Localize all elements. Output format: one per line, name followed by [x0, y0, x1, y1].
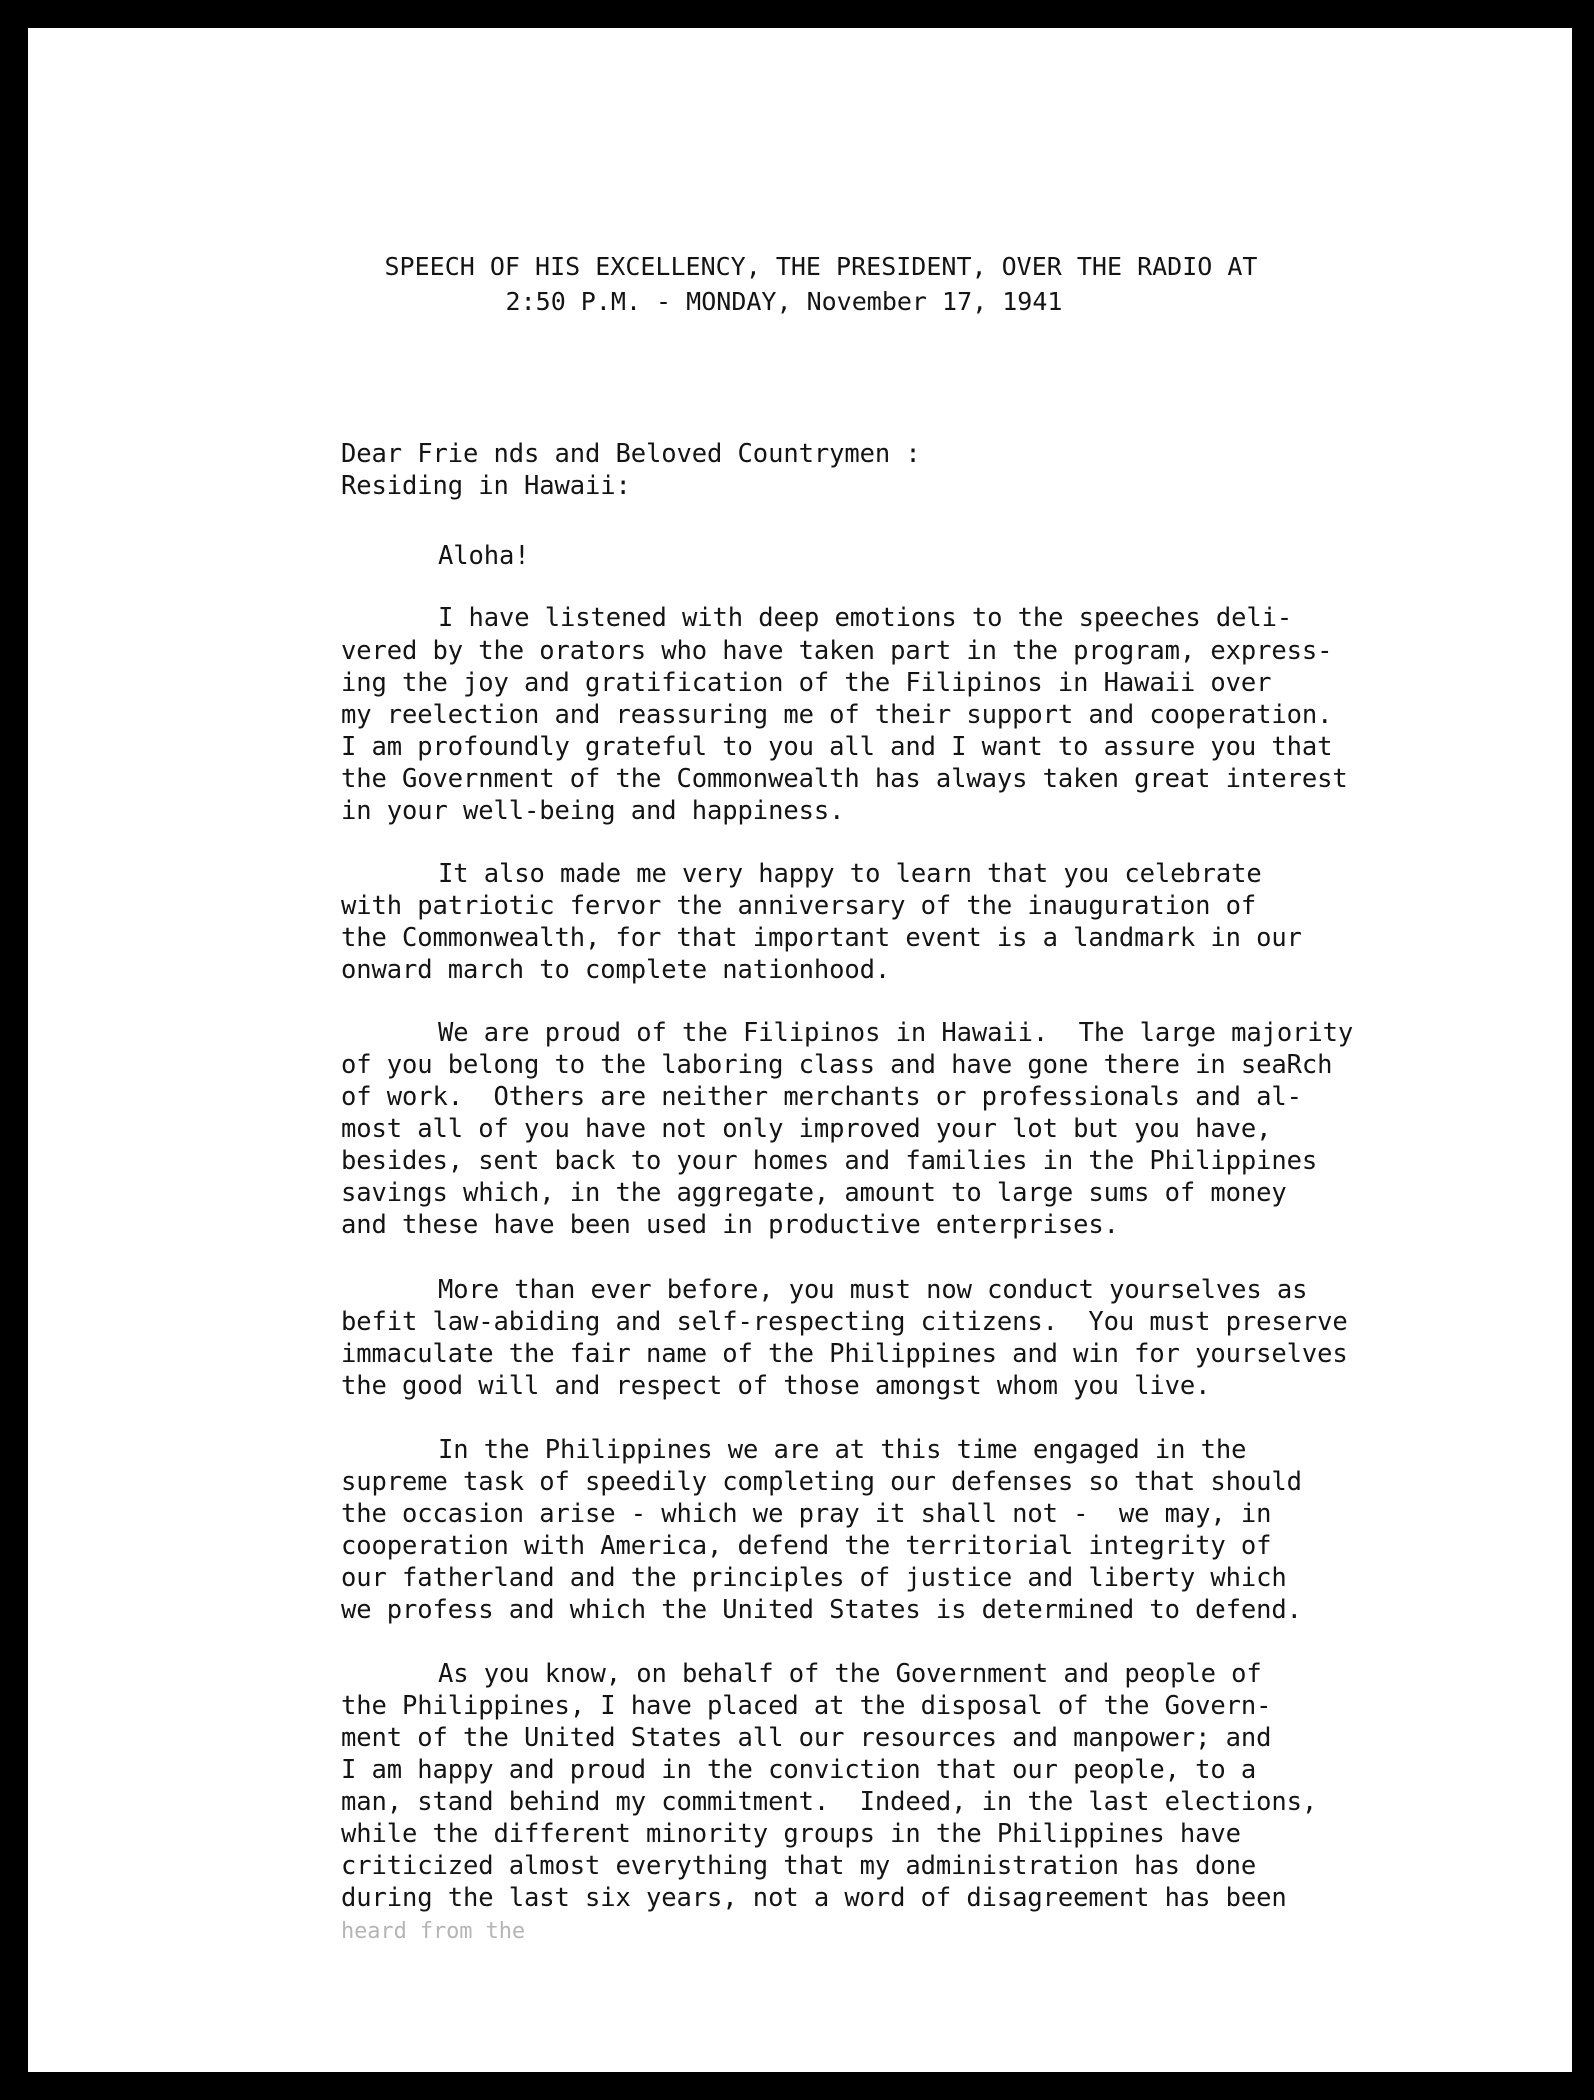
- paragraph-line: supreme task of speedily completing our defenses so that should: [341, 1467, 1302, 1497]
- paragraph-line: of work. Others are neither merchants or professionals and al-: [341, 1082, 1302, 1112]
- paragraph-line: criticized almost everything that my administration has done: [341, 1851, 1257, 1881]
- title-line-2: 2:50 P.M. - MONDAY, November 17, 1941: [505, 287, 1063, 316]
- paragraph-line: in your well-being and happiness.: [341, 796, 845, 826]
- paragraph-line: the occasion arise - which we pray it shall not - we may, in: [341, 1499, 1272, 1529]
- paragraph-line: immaculate the fair name of the Philippines and win for yourselves: [341, 1339, 1348, 1369]
- greeting: Aloha!: [438, 541, 530, 571]
- paragraph-line: the Philippines, I have placed at the disposal of the Govern-: [341, 1691, 1272, 1721]
- paragraph-line: the Commonwealth, for that important event is a landmark in our: [341, 923, 1302, 953]
- paragraph-line: I have listened with deep emotions to the speeches deli-: [438, 603, 1293, 633]
- paragraph-line: while the different minority groups in the Philippines have: [341, 1819, 1241, 1849]
- paragraph-line: In the Philippines we are at this time engaged in the: [438, 1435, 1247, 1465]
- paragraph-line: most all of you have not only improved your lot but you have,: [341, 1114, 1272, 1144]
- document-page: [28, 28, 1572, 2072]
- paragraph-line: savings which, in the aggregate, amount to large sums of money: [341, 1178, 1287, 1208]
- paragraph-line: and these have been used in productive enterprises.: [341, 1210, 1119, 1240]
- paragraph-line: cooperation with America, defend the territorial integrity of: [341, 1531, 1272, 1561]
- paragraph-line: onward march to complete nationhood.: [341, 955, 891, 985]
- paragraph-line: ment of the United States all our resources and manpower; and: [341, 1723, 1272, 1753]
- paragraph-line: the good will and respect of those amongst whom you live.: [341, 1371, 1211, 1401]
- paragraph-line: the Government of the Commonwealth has always taken great interest: [341, 764, 1348, 794]
- paragraph-line: my reelection and reassuring me of their support and cooperation.: [341, 700, 1333, 730]
- continuation-text: heard from the: [341, 1919, 526, 1944]
- paragraph-line: our fatherland and the principles of justice and liberty which: [341, 1563, 1287, 1593]
- paragraph-line: befit law-abiding and self-respecting citizens. You must preserve: [341, 1307, 1348, 1337]
- paragraph-line: we profess and which the United States is determined to defend.: [341, 1595, 1302, 1625]
- paragraph-line: ing the joy and gratification of the Filipinos in Hawaii over: [341, 668, 1272, 698]
- salutation-line-2: Residing in Hawaii:: [341, 471, 631, 501]
- paragraph-line: vered by the orators who have taken part in the program, express-: [341, 636, 1333, 666]
- title-line-1: SPEECH OF HIS EXCELLENCY, THE PRESIDENT, OVER THE RADIO AT: [384, 252, 1258, 281]
- paragraph-line: We are proud of the Filipinos in Hawaii. The large majority: [438, 1018, 1354, 1048]
- paragraph-line: As you know, on behalf of the Government and people of: [438, 1659, 1262, 1689]
- paragraph-line: I am profoundly grateful to you all and I want to assure you that: [341, 732, 1333, 762]
- paragraph-line: besides, sent back to your homes and families in the Philippines: [341, 1146, 1318, 1176]
- paragraph-line: It also made me very happy to learn that you celebrate: [438, 859, 1262, 889]
- paragraph-line: of you belong to the laboring class and have gone there in seaRch: [341, 1050, 1333, 1080]
- paragraph-line: with patriotic fervor the anniversary of the inauguration of: [341, 891, 1257, 921]
- paragraph-line: I am happy and proud in the conviction that our people, to a: [341, 1755, 1257, 1785]
- salutation-line-1: Dear Frie nds and Beloved Countrymen :: [341, 439, 921, 469]
- paragraph-line: man, stand behind my commitment. Indeed, in the last elections,: [341, 1787, 1318, 1817]
- paragraph-line: during the last six years, not a word of disagreement has been: [341, 1883, 1287, 1913]
- paragraph-line: More than ever before, you must now conduct yourselves as: [438, 1275, 1308, 1305]
